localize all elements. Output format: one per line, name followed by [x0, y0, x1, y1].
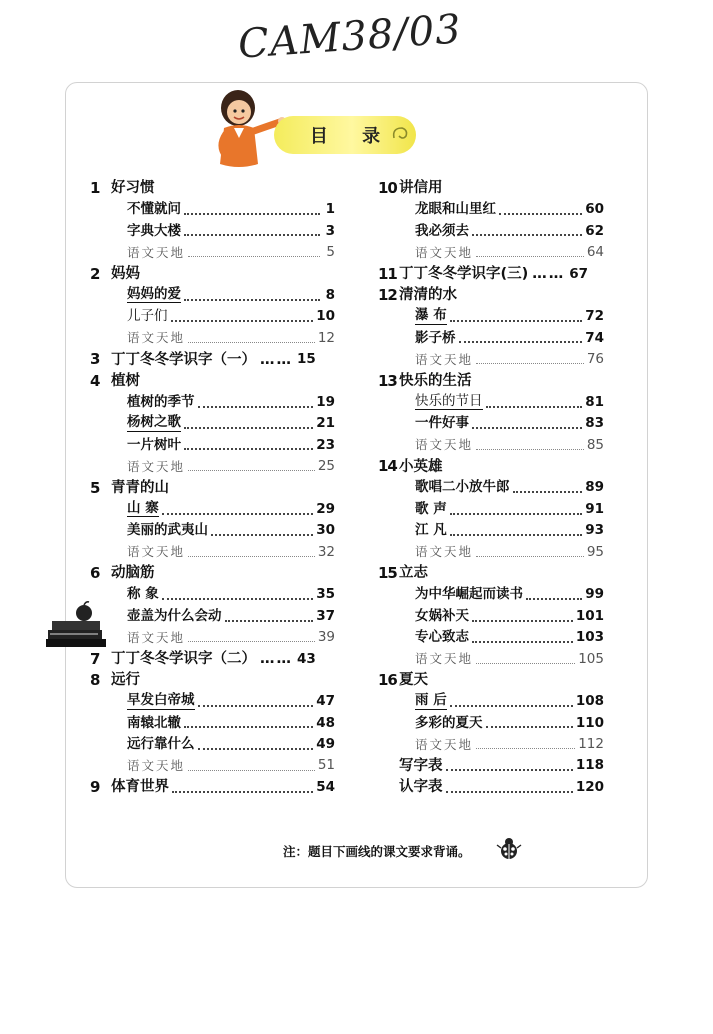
entry-title: 一片树叶: [127, 436, 181, 453]
unit-heading: [90, 563, 335, 584]
page-number: 35: [316, 586, 335, 603]
toc-entry[interactable]: [90, 328, 335, 349]
entry-title: 不懂就问: [127, 201, 181, 218]
entry-title: 语文天地: [127, 544, 186, 560]
dot-leader: [476, 256, 584, 257]
toc-entry[interactable]: [90, 756, 335, 777]
toc-entry[interactable]: [378, 435, 604, 456]
entry-title: 语文天地: [415, 651, 474, 667]
toc-entry[interactable]: [90, 242, 335, 263]
unit-title: 快乐的生活: [399, 372, 472, 389]
unit-number: 15: [378, 564, 397, 583]
page-number: 23: [316, 436, 335, 453]
toc-entry[interactable]: [378, 221, 604, 242]
dot-leader: [184, 726, 313, 728]
page-number: 105: [578, 650, 604, 667]
dot-leader: [513, 491, 583, 493]
entry-title: 快乐的节日: [415, 392, 483, 409]
dot-leader: [486, 406, 583, 408]
unit-title: 好习惯: [111, 180, 155, 197]
entry-title: 语文天地: [127, 458, 186, 474]
toc-right-column: [378, 178, 604, 798]
page-number: 95: [586, 543, 604, 560]
dot-leader: [476, 449, 584, 450]
toc-entry[interactable]: [378, 413, 604, 434]
page-number: 19: [316, 393, 335, 410]
toc-special-entry[interactable]: [378, 756, 604, 777]
toc-entry[interactable]: [378, 477, 604, 498]
toc-entry[interactable]: [90, 456, 335, 477]
entry-title: 女娲补天: [415, 607, 469, 624]
dot-leader: [472, 620, 573, 622]
entry-title: 杨树之歌: [127, 414, 181, 431]
unit-title: 动脑筋: [111, 565, 155, 582]
page-number: 76: [586, 351, 604, 368]
toc-entry[interactable]: [378, 606, 604, 627]
entry-title: 美丽的武夷山: [127, 522, 208, 539]
toc-special-entry[interactable]: [378, 777, 604, 798]
unit-title: 清清的水: [399, 287, 457, 304]
entry-title: 儿子们: [127, 308, 168, 325]
unit-title: 夏天: [399, 672, 428, 689]
dot-leader: [450, 534, 583, 536]
ladybug-icon: [496, 836, 522, 862]
toc-entry[interactable]: [378, 306, 604, 327]
toc-special-entry[interactable]: [378, 264, 604, 285]
toc-entry[interactable]: [378, 627, 604, 648]
entry-title: 多彩的夏天: [415, 714, 483, 731]
dot-leader: [450, 320, 583, 322]
dot-leader: [472, 427, 582, 429]
dot-leader: [162, 513, 314, 515]
unit-heading: [378, 371, 604, 392]
toc-entry[interactable]: [90, 627, 335, 648]
toc-entry[interactable]: [378, 713, 604, 734]
dot-leader: [450, 705, 573, 707]
entry-title: 歌唱二小放牛郎: [415, 479, 510, 496]
unit-heading: [378, 285, 604, 306]
dot-leader: [472, 234, 582, 236]
toc-entry[interactable]: [90, 584, 335, 605]
entry-title: 我必须去: [415, 222, 469, 239]
dot-leader: [184, 234, 320, 236]
entry-title: 语文天地: [415, 736, 474, 752]
page-number: 81: [585, 393, 604, 410]
unit-number: 5: [90, 478, 100, 497]
entry-title: 影子桥: [415, 329, 456, 346]
toc-entry[interactable]: [90, 606, 335, 627]
footnote: 注：题目下画线的课文要求背诵。: [283, 844, 471, 859]
dot-leader: [184, 213, 320, 215]
toc-entry[interactable]: [378, 649, 604, 670]
page-number: 51: [317, 757, 335, 774]
toc-entry[interactable]: [378, 691, 604, 712]
entry-title: 江 凡: [415, 522, 447, 539]
entry-title: 体育世界: [111, 779, 169, 796]
page-number: 101: [575, 607, 604, 624]
unit-heading: [378, 456, 604, 477]
unit-number: 14: [378, 457, 397, 476]
dot-leader: [198, 705, 314, 707]
stacked-books-apple-illustration: [44, 600, 108, 648]
unit-number: 10: [378, 179, 397, 198]
unit-number: 3: [90, 350, 100, 369]
page-number: 15: [297, 351, 316, 368]
entry-title: 语文天地: [127, 757, 186, 773]
toc-entry[interactable]: [90, 713, 335, 734]
unit-heading: [90, 371, 335, 392]
page-number: 118: [575, 757, 604, 774]
page-number: 74: [585, 329, 604, 346]
entry-title: 称 象: [127, 586, 159, 603]
entry-title: 壶盖为什么会动: [127, 607, 222, 624]
dot-leader: [459, 341, 583, 343]
swirl-icon: [390, 124, 410, 144]
entry-title: 南辕北辙: [127, 714, 181, 731]
page-number: 108: [575, 693, 604, 710]
page-number: 67: [569, 265, 589, 282]
toc-entry[interactable]: [378, 242, 604, 263]
page-number: 83: [585, 415, 604, 432]
dot-leader: [476, 748, 575, 749]
entry-title: 瀑 布: [415, 307, 447, 324]
dot-leader: [198, 748, 314, 750]
unit-number: 9: [90, 778, 100, 797]
page-number: 12: [317, 329, 335, 346]
dot-leader: [188, 641, 315, 642]
page-number: 25: [317, 458, 335, 475]
page-number: 10: [316, 308, 335, 325]
page-number: 93: [585, 522, 604, 539]
entry-title: 龙眼和山里红: [415, 201, 496, 218]
toc-entry[interactable]: [90, 435, 335, 456]
dot-leader: [188, 556, 315, 557]
page-number: 29: [316, 500, 335, 517]
dot-leader: [184, 427, 313, 429]
unit-number: 8: [90, 671, 100, 690]
dot-leader: [476, 663, 575, 664]
dot-leader: [184, 448, 313, 450]
unit-heading: [90, 670, 335, 691]
handwritten-note: CAM38/03: [236, 6, 464, 68]
dot-leader: [476, 556, 584, 557]
entry-title: 妈妈的爱: [127, 285, 181, 302]
unit-heading: [378, 563, 604, 584]
unit-title: 立志: [399, 565, 428, 582]
page-number: 54: [316, 778, 335, 795]
toc-entry[interactable]: [90, 520, 335, 541]
toc-title-banner: [274, 116, 416, 154]
entry-title: 丁丁冬冬学识字（一）: [111, 351, 256, 368]
unit-number: 7: [90, 649, 100, 668]
toc-entry[interactable]: [378, 349, 604, 370]
toc-entry[interactable]: [90, 542, 335, 563]
entry-title: 远行靠什么: [127, 736, 195, 753]
entry-title: 语文天地: [127, 330, 186, 346]
page-number: 32: [317, 543, 335, 560]
entry-title: 雨 后: [415, 692, 447, 709]
toc-entry[interactable]: [90, 691, 335, 712]
dot-leader: [211, 534, 313, 536]
page-number: 21: [316, 415, 335, 432]
unit-number: 4: [90, 371, 100, 390]
page-number: 64: [586, 244, 604, 261]
dot-leader: ……: [532, 266, 566, 282]
toc-title: 目 录: [309, 126, 395, 147]
dot-leader: [499, 213, 582, 215]
unit-title: 讲信用: [399, 180, 443, 197]
unit-heading: [378, 670, 604, 691]
page-number: 48: [316, 714, 335, 731]
entry-title: 专心致志: [415, 629, 469, 646]
entry-title: 为中华崛起而读书: [415, 586, 523, 603]
unit-heading: [378, 178, 604, 199]
unit-title: 植树: [111, 372, 140, 389]
toc-entry[interactable]: [378, 734, 604, 755]
entry-title: 歌 声: [415, 500, 447, 517]
toc-entry[interactable]: [378, 542, 604, 563]
page-number: 112: [578, 736, 604, 753]
entry-title: 语文天地: [415, 544, 474, 560]
toc-left-column: [90, 178, 335, 798]
unit-number: 13: [378, 371, 397, 390]
dot-leader: [446, 791, 573, 793]
dot-leader: ……: [260, 351, 293, 368]
toc-entry[interactable]: [378, 392, 604, 413]
dot-leader: [188, 256, 320, 257]
toc-entry[interactable]: [90, 285, 335, 306]
dot-leader: [472, 641, 573, 643]
unit-number: 11: [378, 264, 397, 283]
unit-title: 小英雄: [399, 458, 443, 475]
page-number: 91: [585, 500, 604, 517]
page-number: 60: [585, 201, 604, 218]
entry-title: 字典大楼: [127, 222, 181, 239]
entry-title: 语文天地: [127, 629, 186, 645]
unit-number: 1: [90, 179, 100, 198]
page-number: 3: [325, 222, 335, 239]
dot-leader: [188, 770, 315, 771]
entry-title: 语文天地: [415, 437, 474, 453]
toc-entry[interactable]: [90, 221, 335, 242]
unit-number: 12: [378, 286, 397, 305]
toc-entry[interactable]: [90, 413, 335, 434]
dot-leader: [184, 299, 320, 301]
page-number: 37: [316, 607, 335, 624]
unit-heading: [90, 264, 335, 285]
toc-entry[interactable]: [378, 584, 604, 605]
page-number: 49: [316, 736, 335, 753]
entry-title: 认字表: [399, 779, 443, 796]
dot-leader: [526, 598, 582, 600]
page-number: 103: [575, 629, 604, 646]
unit-title: 妈妈: [111, 266, 140, 282]
unit-title: 远行: [111, 672, 140, 689]
page-number: 5: [326, 244, 335, 261]
dot-leader: [188, 470, 315, 471]
toc-special-entry[interactable]: [90, 649, 335, 670]
page-number: 62: [585, 222, 604, 239]
toc-entry[interactable]: [90, 499, 335, 520]
page-number: 39: [317, 629, 335, 646]
dot-leader: [188, 342, 315, 343]
entry-title: 丁丁冬冬学识字（二）: [111, 651, 256, 668]
entry-title: 丁丁冬冬学识字(三): [399, 266, 529, 282]
page-number: 89: [585, 479, 604, 496]
dot-leader: [446, 769, 573, 771]
page-number: 1: [325, 201, 335, 218]
page-number: 30: [316, 522, 335, 539]
toc-entry[interactable]: [378, 520, 604, 541]
page-number: 110: [575, 714, 604, 731]
entry-title: 语文天地: [415, 244, 474, 260]
page-number: 120: [575, 778, 604, 795]
entry-title: 写字表: [399, 757, 443, 774]
page-number: 43: [297, 650, 316, 667]
toc-entry[interactable]: [378, 328, 604, 349]
dot-leader: [172, 791, 313, 793]
entry-title: 植树的季节: [127, 393, 195, 410]
toc-entry[interactable]: [90, 392, 335, 413]
unit-heading: [90, 477, 335, 498]
dot-leader: [486, 726, 573, 728]
dot-leader: [476, 363, 584, 364]
page-number: 99: [585, 586, 604, 603]
dot-leader: [171, 320, 314, 322]
entry-title: 语文天地: [415, 351, 474, 367]
dot-leader: [450, 513, 583, 515]
dot-leader: [225, 620, 314, 622]
dot-leader: [162, 598, 314, 600]
toc-entry[interactable]: [378, 499, 604, 520]
unit-heading: [90, 178, 335, 199]
toc-special-entry[interactable]: [90, 777, 335, 798]
dot-leader: [198, 406, 314, 408]
toc-entry[interactable]: [90, 734, 335, 755]
toc-special-entry[interactable]: [90, 349, 335, 370]
entry-title: 语文天地: [127, 244, 186, 260]
toc-entry[interactable]: [90, 306, 335, 327]
entry-title: 早发白帝城: [127, 692, 195, 709]
page-number: 72: [585, 308, 604, 325]
entry-title: 一件好事: [415, 415, 469, 432]
unit-title: 青青的山: [111, 479, 169, 496]
page-number: 47: [316, 693, 335, 710]
entry-title: 山 寨: [127, 499, 159, 516]
page-number: 8: [325, 286, 335, 303]
unit-number: 6: [90, 564, 100, 583]
unit-number: 16: [378, 671, 397, 690]
page-number: 85: [586, 436, 604, 453]
toc-entry[interactable]: [90, 199, 335, 220]
toc-entry[interactable]: [378, 199, 604, 220]
dot-leader: ……: [260, 651, 293, 668]
unit-number: 2: [90, 264, 100, 283]
